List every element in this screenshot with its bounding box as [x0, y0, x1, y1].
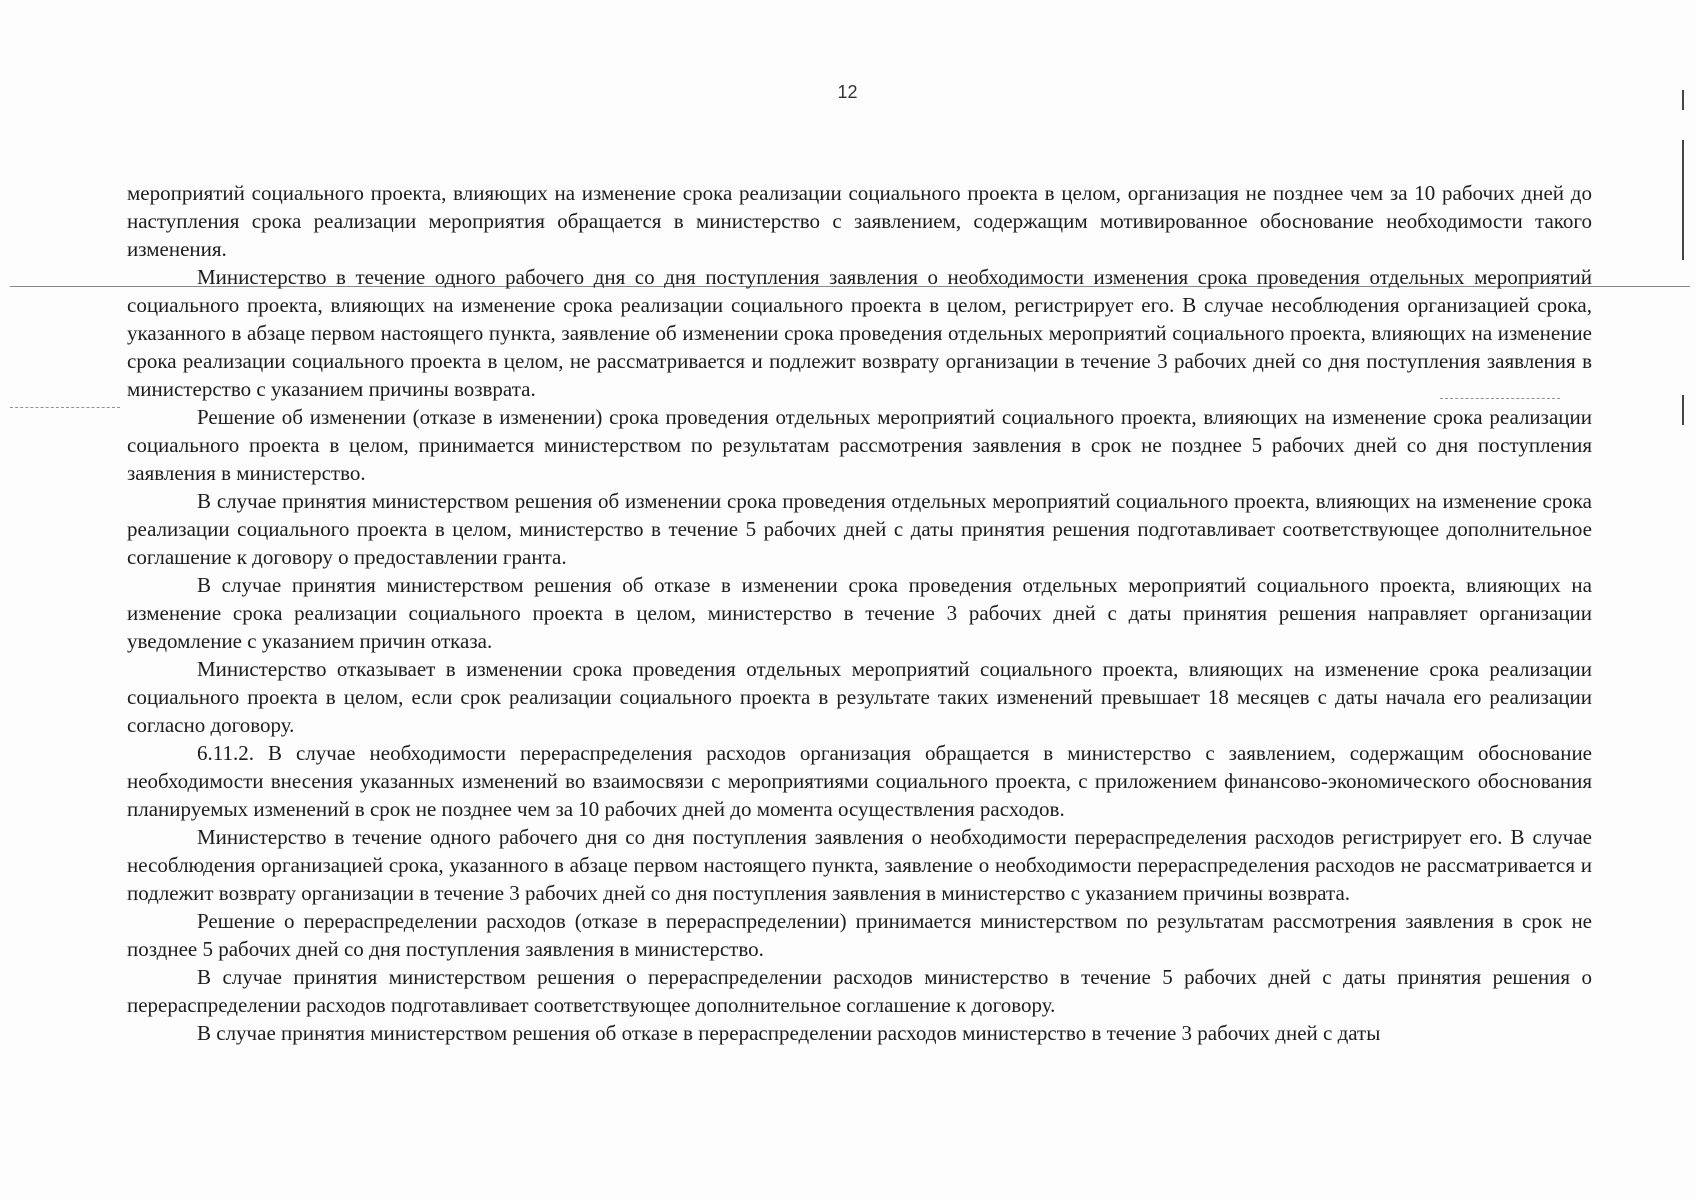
paragraph: В случае принятия министерством решения об отказе в изменении срока проведения отдельных мероприятий социального проекта, влияющих на изменение срока реализации социального проекта в целом, министерство в течение 3 рабочих дней с даты принятия решения направляет организации уведомление с указанием причин отказа. [127, 573, 1592, 653]
paragraph: Министерство отказывает в изменении срока проведения отдельных мероприятий социального проекта, влияющих на изменение срока реализации социального проекта в целом, если срок реализации социального проекта в результате таких изменений превышает 18 месяцев с даты начала его реализации согласно договору. [127, 657, 1592, 737]
scan-artifact-mark [1682, 395, 1684, 425]
paragraph: 6.11.2. В случае необходимости перераспределения расходов организация обращается в министерство с заявлением, содержащим обоснование необходимости внесения указанных изменений во взаимосвязи с мероприятиями социального проекта, с приложением финансово-экономического обоснования планируемых изменений в срок не позднее чем за 10 рабочих дней до момента осуществления расходов. [127, 741, 1592, 821]
paragraph: Решение об изменении (отказе в изменении) срока проведения отдельных мероприятий социального проекта, влияющих на изменение срока реализации социального проекта в целом, принимается министерством по результатам рассмотрения заявления в срок не позднее 5 рабочих дней со дня поступления заявления в министерство. [127, 405, 1592, 485]
paragraph: В случае принятия министерством решения об изменении срока проведения отдельных мероприятий социального проекта, влияющих на изменение срока реализации социального проекта в целом, министерство в течение 5 рабочих дней с даты принятия решения подготавливает соответствующее дополнительное соглашение к договору о предоставлении гранта. [127, 489, 1592, 569]
scan-artifact-line [10, 407, 120, 408]
paragraph: В случае принятия министерством решения об отказе в перераспределении расходов министерство в течение 3 рабочих дней с даты [197, 1021, 1381, 1045]
paragraph: В случае принятия министерством решения о перераспределении расходов министерство в течение 5 рабочих дней с даты принятия решения о перераспределении расходов подготавливает соответствующее дополнительное соглашение к договору. [127, 965, 1592, 1017]
scan-artifact-mark [1682, 140, 1684, 260]
paragraph: мероприятий социального проекта, влияющих на изменение срока реализации социального проекта в целом, организация не позднее чем за 10 рабочих дней до наступления срока реализации мероприятия обращается в министерство с заявлением, содержащим мотивированное обоснование необходимости такого изменения. [127, 181, 1592, 261]
page-number: 12 [837, 82, 858, 102]
paragraph: Министерство в течение одного рабочего дня со дня поступления заявления о необходимости изменения срока проведения отдельных мероприятий социального проекта, влияющих на изменение срока реализации социального проекта в целом, регистрирует его. В случае несоблюдения организацией срока, указанного в абзаце первом настоящего пункта, заявление об изменении срока проведения отдельных мероприятий социального проекта, влияющих на изменение срока реализации социального проекта в целом, не рассматривается и подлежит возврату организации в течение 3 рабочих дней со дня поступления заявления в министерство с указанием причины возврата. [127, 265, 1592, 401]
scan-artifact-mark [1682, 90, 1684, 110]
paragraph: Решение о перераспределении расходов (отказе в перераспределении) принимается министерством по результатам рассмотрения заявления в срок не позднее 5 рабочих дней со дня поступления заявления в министерство. [127, 909, 1592, 961]
document-body [127, 179, 1592, 1047]
paragraph: Министерство в течение одного рабочего дня со дня поступления заявления о необходимости перераспределения расходов регистрирует его. В случае несоблюдения организацией срока, указанного в абзаце первом настоящего пункта, заявление о необходимости перераспределения расходов не рассматривается и подлежит возврату организации в течение 3 рабочих дней со дня поступления заявления в министерство с указанием причины возврата. [127, 825, 1592, 905]
